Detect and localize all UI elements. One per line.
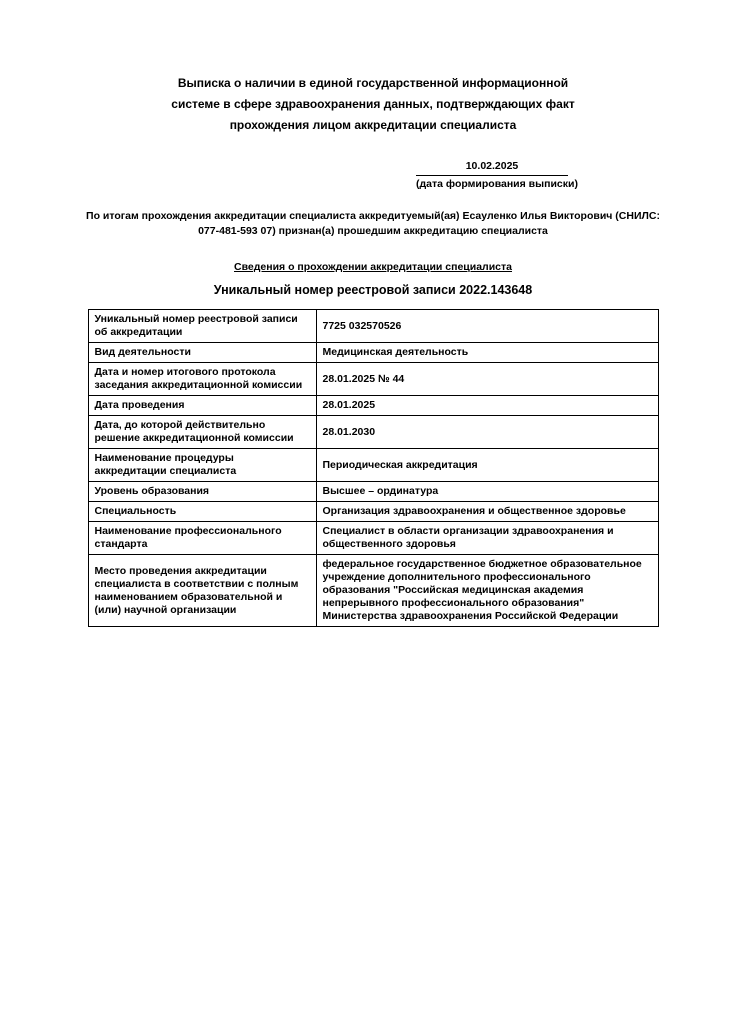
row-label-cell: Дата и номер итогового протокола заседания аккредитационной комиссии [88,363,316,396]
row-label-cell: Специальность [88,502,316,522]
row-value-cell: федеральное государственное бюджетное образовательное учреждение дополнительного профессионального образования "Российская медицинская академия непрерывного профессионального образования" Министерства здравоохранения Российской Федерации [316,555,658,627]
row-value-cell: 7725 032570526 [316,310,658,343]
extract-date-caption: (дата формирования выписки) [416,178,578,190]
table-row [88,396,658,416]
table-row [88,522,658,555]
row-value-cell: Организация здравоохранения и общественное здоровье [316,502,658,522]
extract-date-block [416,160,578,191]
table-row [88,416,658,449]
row-value-cell: Высшее – ординатура [316,482,658,502]
row-label-cell: Место проведения аккредитации специалиста в соответствии с полным наименованием образовательной и (или) научной организации [88,555,316,627]
table-row [88,343,658,363]
row-value-cell: 28.01.2025 [316,396,658,416]
section-heading: Сведения о прохождении аккредитации специалиста [234,261,512,273]
table-row [88,310,658,343]
document-title: Выписка о наличии в единой государственной информационной системе в сфере здравоохранения данных, подтверждающих факт прохождения лицом аккредитации специалиста [171,76,575,132]
row-label-cell: Наименование процедуры аккредитации специалиста [88,449,316,482]
extract-date: 10.02.2025 [416,160,568,176]
row-label-cell: Наименование профессионального стандарта [88,522,316,555]
row-label-cell: Дата проведения [88,396,316,416]
row-value-cell: 28.01.2030 [316,416,658,449]
table-row [88,502,658,522]
accreditation-table [88,309,659,627]
table-row [88,449,658,482]
registry-number-title: Уникальный номер реестровой записи 2022.143648 [213,283,533,297]
row-label-cell: Вид деятельности [88,343,316,363]
table-row [88,363,658,396]
row-label-cell: Дата, до которой действительно решение аккредитационной комиссии [88,416,316,449]
row-label-cell: Уровень образования [88,482,316,502]
row-value-cell: Медицинская деятельность [316,343,658,363]
table-row [88,482,658,502]
row-value-cell: Специалист в области организации здравоохранения и общественного здоровья [316,522,658,555]
row-value-cell: 28.01.2025 № 44 [316,363,658,396]
intro-paragraph: По итогам прохождения аккредитации специалиста аккредитуемый(ая) Есауленко Илья Викторович (СНИЛС: 077-481-593 07) признан(а) прошедшим аккредитацию специалиста [86,210,660,237]
row-label-cell: Уникальный номер реестровой записи об аккредитации [88,310,316,343]
row-value-cell: Периодическая аккредитация [316,449,658,482]
table-row [88,555,658,627]
